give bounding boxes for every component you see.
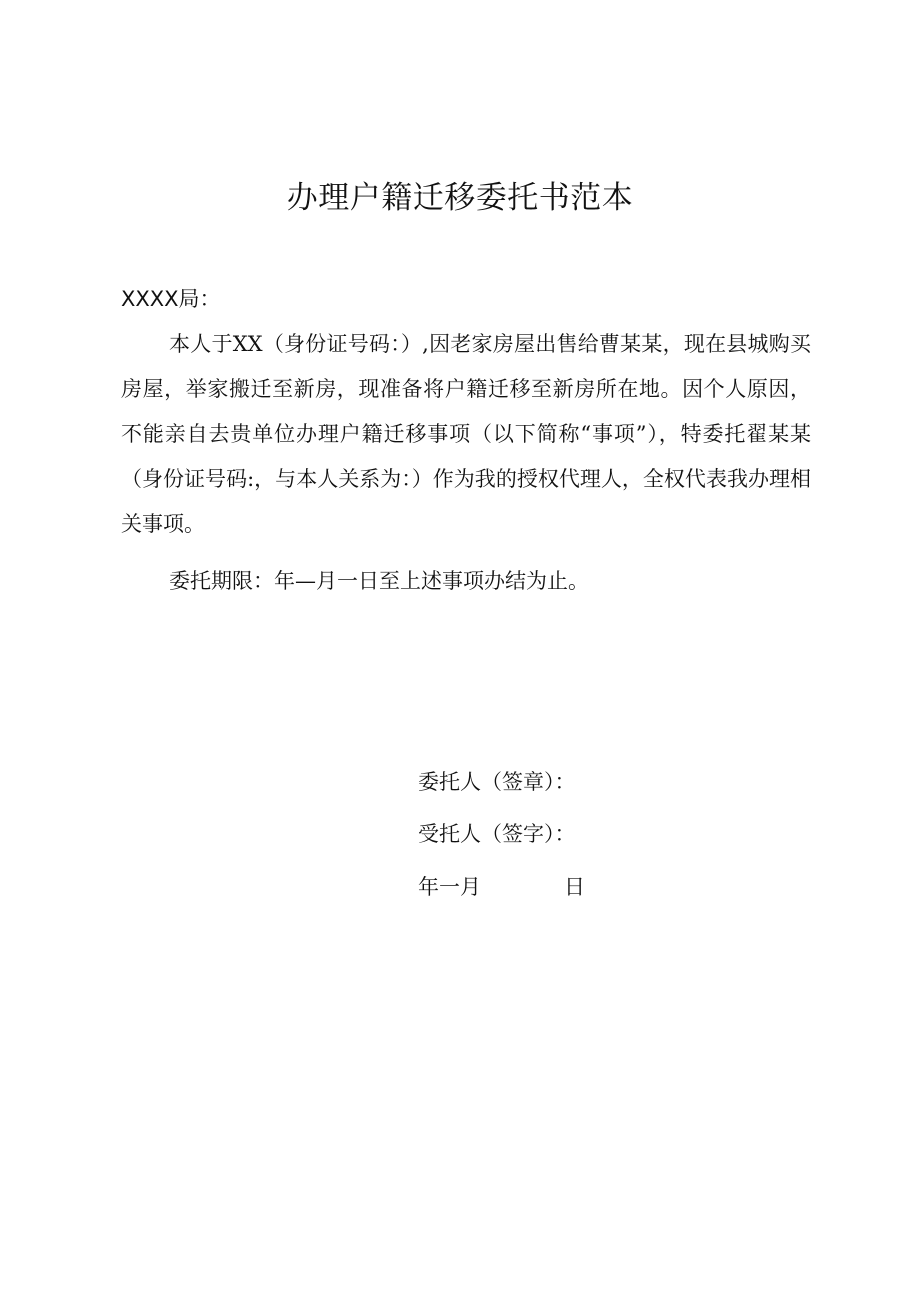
date-day: 日 — [564, 875, 585, 899]
document-title: 办理户籍迁移委托书范本 — [286, 180, 634, 216]
agent-signature-line: 受托人（签字）： — [418, 822, 576, 846]
entrustment-term: 委托期限：年—月一日至上述事项办结为止。 — [169, 569, 589, 593]
principal-signature-line: 委托人（签章）： — [418, 770, 576, 794]
date-year-month: 年一月 — [418, 875, 481, 899]
body-paragraph: 本人于XX（身份证号码：）,因老家房屋出售给曹某某，现在县城购买房屋，举家搬迁至新房，现准备将户籍迁移至新房所在地。因个人原因，不能亲自去贵单位办理户籍迁移事项（以下简称“事项”），特委托翟某某（身份证号码:，与本人关系为：）作为我的授权代理人，全权代表我办理相关事项。 — [121, 332, 811, 536]
salutation: XXXX局： — [121, 287, 221, 311]
